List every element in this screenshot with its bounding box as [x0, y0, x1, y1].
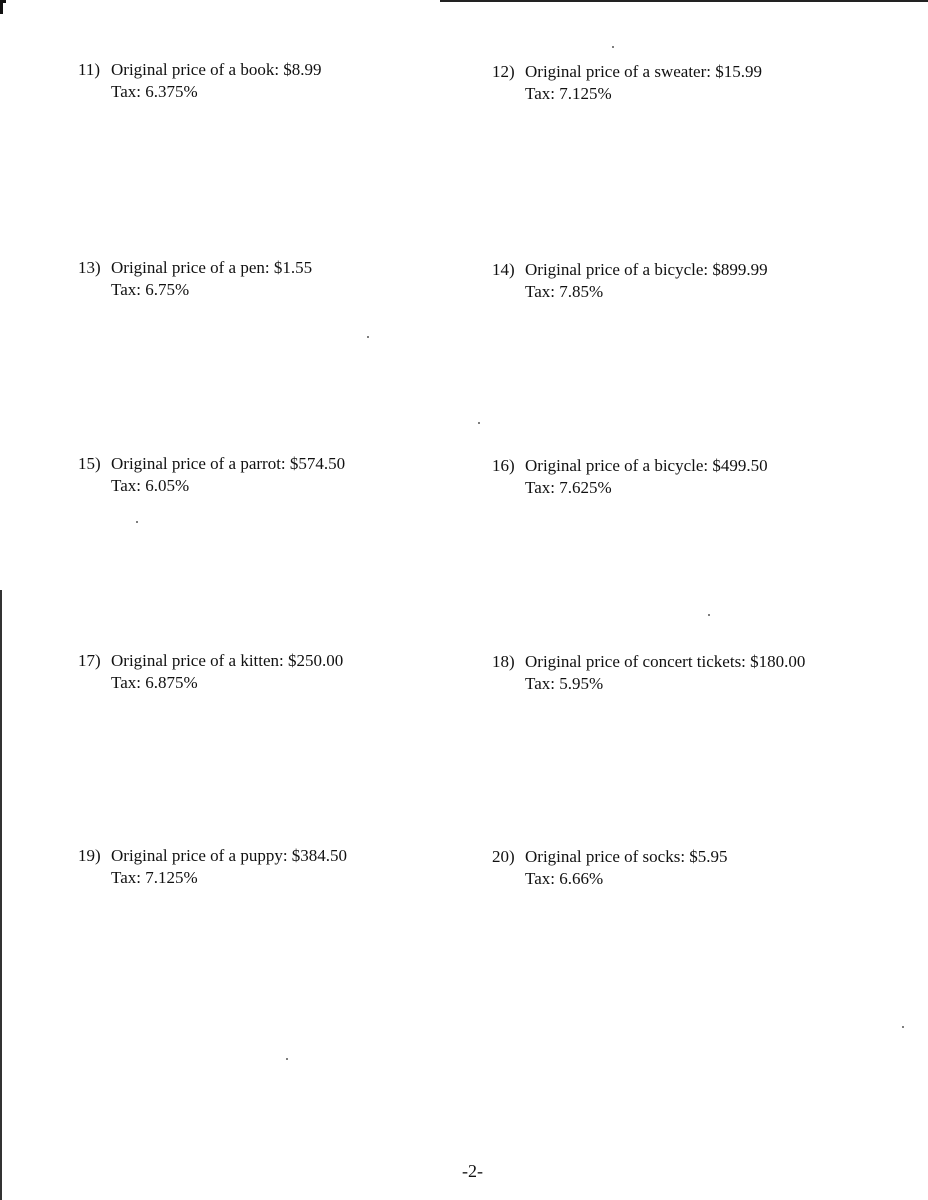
problem-text: Original price of a parrot: $574.50 — [111, 454, 346, 473]
problem-19 — [78, 845, 347, 889]
problem-text: Original price of a bicycle: $499.50 — [525, 456, 768, 475]
problem-11 — [78, 59, 322, 103]
problem-18 — [492, 651, 805, 695]
problem-text: Original price of a sweater: $15.99 — [525, 62, 762, 81]
problem-text: Original price of socks: $5.95 — [525, 847, 728, 866]
problem-tax: Tax: 6.05% — [111, 476, 190, 495]
problem-tax: Tax: 6.66% — [525, 869, 604, 888]
scan-speck — [478, 422, 480, 424]
problem-tax: Tax: 7.125% — [525, 84, 612, 103]
problem-text: Original price of a pen: $1.55 — [111, 258, 313, 277]
problem-number: 18) — [492, 652, 515, 671]
problem-number: 14) — [492, 260, 515, 279]
problem-text: Original price of a bicycle: $899.99 — [525, 260, 768, 279]
scan-speck — [367, 336, 369, 338]
problem-tax: Tax: 5.95% — [525, 674, 604, 693]
problem-text: Original price of a book: $8.99 — [111, 60, 322, 79]
problem-text: Original price of concert tickets: $180.00 — [525, 652, 806, 671]
scan-speck — [286, 1058, 288, 1060]
problem-statement — [78, 650, 343, 672]
problem-number: 12) — [492, 62, 515, 81]
problem-text: Original price of a kitten: $250.00 — [111, 651, 344, 670]
problem-number: 20) — [492, 847, 515, 866]
problem-tax: Tax: 7.85% — [525, 282, 604, 301]
scan-corner-mark — [0, 0, 6, 14]
problem-statement — [492, 259, 768, 281]
problem-number: 13) — [78, 258, 101, 277]
problem-statement — [492, 651, 805, 673]
problem-tax: Tax: 6.875% — [111, 673, 198, 692]
problem-tax: Tax: 7.125% — [111, 868, 198, 887]
problem-text: Original price of a puppy: $384.50 — [111, 846, 348, 865]
problem-tax: Tax: 7.625% — [525, 478, 612, 497]
problem-13 — [78, 257, 312, 301]
problem-15 — [78, 453, 345, 497]
scan-speck — [902, 1026, 904, 1028]
scan-left-edge-line — [0, 590, 2, 1200]
problem-statement — [78, 845, 347, 867]
scan-speck — [708, 614, 710, 616]
problem-statement — [492, 846, 728, 868]
problem-statement — [78, 453, 345, 475]
problem-tax: Tax: 6.75% — [111, 280, 190, 299]
problem-number: 15) — [78, 454, 101, 473]
problem-14 — [492, 259, 768, 303]
problem-12 — [492, 61, 762, 105]
problem-statement — [78, 59, 322, 81]
scan-speck — [136, 521, 138, 523]
scan-speck — [612, 46, 614, 48]
problem-number: 16) — [492, 456, 515, 475]
problem-number: 19) — [78, 846, 101, 865]
problem-statement — [492, 61, 762, 83]
scan-top-edge-line — [440, 0, 928, 2]
page-number: -2- — [462, 1161, 483, 1181]
problem-17 — [78, 650, 343, 694]
problem-statement — [492, 455, 768, 477]
problem-number: 11) — [78, 60, 101, 79]
problem-number: 17) — [78, 651, 101, 670]
problem-16 — [492, 455, 768, 499]
problem-statement — [78, 257, 312, 279]
problem-20 — [492, 846, 728, 890]
problem-tax: Tax: 6.375% — [111, 82, 198, 101]
